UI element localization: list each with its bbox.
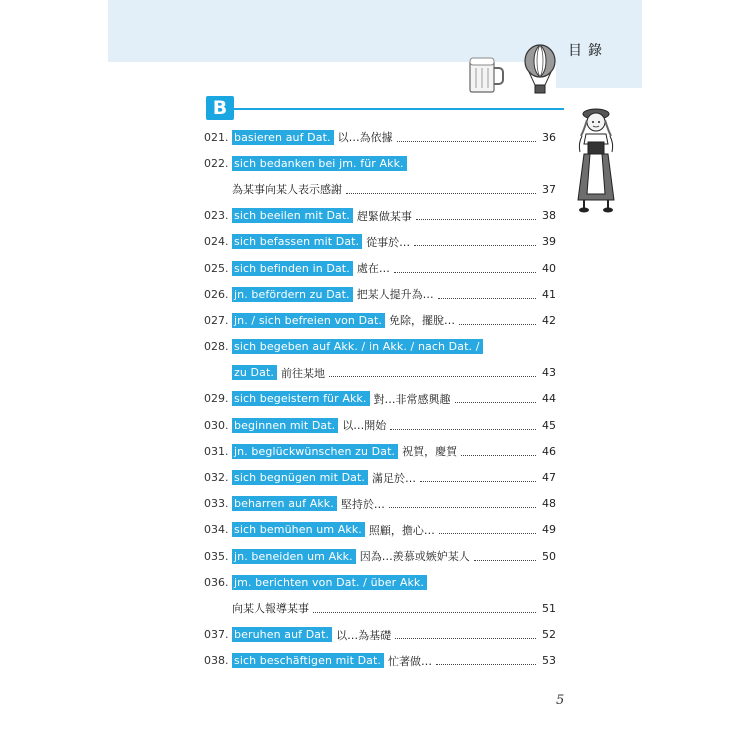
entry-number: 023. [204, 209, 229, 223]
entry-number: 034. [204, 523, 229, 537]
entry-number: 035. [204, 549, 229, 563]
page-title: 目錄 [568, 43, 608, 59]
german-phrase: jm. berichten von Dat. / über Akk. [232, 575, 427, 590]
page-ref: 41 [542, 287, 556, 301]
chinese-meaning: 以…開始 [342, 419, 387, 433]
entry-number: 037. [204, 628, 229, 642]
dot-leader [459, 324, 536, 325]
entry-number: 031. [204, 444, 229, 458]
section-rule [234, 108, 564, 110]
toc-entry-022[interactable] [204, 150, 556, 176]
chinese-meaning: 把某人提升為… [356, 288, 434, 302]
german-phrase: sich befinden in Dat. [232, 261, 353, 276]
dot-leader [390, 429, 536, 430]
toc-entry-024[interactable] [204, 229, 556, 255]
toc-entry-033[interactable] [204, 491, 556, 517]
chinese-meaning: 堅持於… [340, 497, 385, 511]
toc-entry-025[interactable] [204, 255, 556, 281]
german-phrase: beginnen mit Dat. [232, 418, 338, 433]
toc-entry-036-continued[interactable] [204, 595, 556, 621]
entry-number: 038. [204, 654, 229, 668]
section-letter-badge: B [206, 96, 234, 120]
dot-leader [329, 376, 536, 377]
german-phrase: jn. beglückwünschen zu Dat. [232, 444, 398, 459]
page-ref: 44 [542, 392, 556, 406]
dot-leader [346, 193, 536, 194]
page-number: 5 [556, 693, 565, 708]
toc-entry-037[interactable] [204, 622, 556, 648]
page-ref: 47 [542, 471, 556, 485]
toc-entry-031[interactable] [204, 438, 556, 464]
toc-entry-021[interactable] [204, 124, 556, 150]
page-ref: 40 [542, 261, 556, 275]
dot-leader [439, 533, 536, 534]
page-ref: 45 [542, 418, 556, 432]
toc-entry-028-continued[interactable] [204, 360, 556, 386]
german-phrase: sich beschäftigen mit Dat. [232, 653, 384, 668]
entry-number: 021. [204, 130, 229, 144]
page-ref: 52 [542, 628, 556, 642]
chinese-meaning: 滿足於… [372, 471, 416, 485]
german-phrase: basieren auf Dat. [232, 130, 334, 145]
entry-number: 028. [204, 340, 229, 354]
page-ref: 46 [542, 444, 556, 458]
toc-entry-038[interactable] [204, 648, 556, 674]
german-phrase: sich bedanken bei jm. für Akk. [232, 156, 407, 171]
entry-number: 030. [204, 418, 229, 432]
entry-number: 025. [204, 261, 229, 275]
chinese-meaning: 祝賀，慶賀 [402, 445, 458, 459]
chinese-meaning: 前往某地 [280, 366, 325, 380]
page-ref: 39 [542, 235, 556, 249]
hot-air-balloon-icon [522, 44, 558, 96]
chinese-meaning: 趕緊做某事 [356, 209, 412, 223]
entry-number: 032. [204, 471, 229, 485]
chinese-meaning: 以…為基礎 [336, 628, 392, 642]
entry-number: 027. [204, 313, 229, 327]
german-phrase: jn. beneiden um Akk. [232, 549, 356, 564]
entry-number: 024. [204, 235, 229, 249]
chinese-meaning: 向某人報導某事 [232, 602, 309, 616]
page-ref: 42 [542, 313, 556, 327]
toc-entry-030[interactable] [204, 412, 556, 438]
table-of-contents [204, 124, 556, 674]
german-phrase: sich begeistern für Akk. [232, 391, 370, 406]
page-ref: 37 [542, 182, 556, 196]
toc-entry-022-continued[interactable] [204, 176, 556, 202]
dot-leader [438, 298, 536, 299]
german-phrase: sich bemühen um Akk. [232, 522, 365, 537]
dot-leader [436, 664, 536, 665]
chinese-meaning: 為某事向某人表示感謝 [232, 183, 342, 197]
toc-entry-026[interactable] [204, 281, 556, 307]
toc-entry-035[interactable] [204, 543, 556, 569]
chinese-meaning: 免除，擺脫… [389, 314, 456, 328]
dot-leader [394, 272, 536, 273]
german-phrase: beharren auf Akk. [232, 496, 337, 511]
page-ref: 36 [542, 130, 556, 144]
dot-leader [461, 455, 536, 456]
german-phrase: sich begnügen mit Dat. [232, 470, 368, 485]
toc-entry-029[interactable] [204, 386, 556, 412]
dot-leader [397, 141, 536, 142]
toc-entry-028[interactable] [204, 334, 556, 360]
chinese-meaning: 以…為依據 [337, 131, 393, 145]
chinese-meaning: 從事於… [366, 235, 411, 249]
toc-entry-036[interactable] [204, 569, 556, 595]
toc-entry-027[interactable] [204, 307, 556, 333]
german-phrase: jn. / sich befreien von Dat. [232, 313, 385, 328]
chinese-meaning: 對…非常感興趣 [373, 392, 451, 406]
dot-leader [474, 560, 536, 561]
dot-leader [414, 245, 536, 246]
chinese-meaning: 處在… [356, 262, 390, 276]
entry-number: 033. [204, 497, 229, 511]
german-phrase: beruhen auf Dat. [232, 627, 332, 642]
dirndl-girl-illustration [574, 102, 618, 216]
page-ref: 50 [542, 549, 556, 563]
chinese-meaning: 因為…羨慕或嫉妒某人 [359, 550, 470, 564]
page-ref: 38 [542, 209, 556, 223]
dot-leader [420, 481, 536, 482]
german-phrase: zu Dat. [232, 365, 277, 380]
page-ref: 48 [542, 497, 556, 511]
toc-entry-032[interactable] [204, 464, 556, 490]
page-ref: 43 [542, 366, 556, 380]
dot-leader [455, 402, 537, 403]
toc-entry-023[interactable] [204, 203, 556, 229]
german-phrase: sich beeilen mit Dat. [232, 208, 353, 223]
dot-leader [313, 612, 536, 613]
beer-mug-icon [466, 54, 506, 96]
page-ref: 49 [542, 523, 556, 537]
page-ref: 53 [542, 654, 556, 668]
entry-number: 022. [204, 156, 229, 170]
toc-entry-034[interactable] [204, 517, 556, 543]
dot-leader [389, 507, 536, 508]
dot-leader [395, 638, 536, 639]
german-phrase: sich befassen mit Dat. [232, 234, 362, 249]
dot-leader [416, 219, 536, 220]
page-ref: 51 [542, 601, 556, 615]
entry-number: 036. [204, 575, 229, 589]
chinese-meaning: 照顧，擔心… [368, 523, 435, 537]
chinese-meaning: 忙著做… [388, 654, 433, 668]
entry-number: 029. [204, 392, 229, 406]
german-phrase: jn. befördern zu Dat. [232, 287, 353, 302]
entry-number: 026. [204, 287, 229, 301]
german-phrase: sich begeben auf Akk. / in Akk. / nach Dat. / [232, 339, 483, 354]
